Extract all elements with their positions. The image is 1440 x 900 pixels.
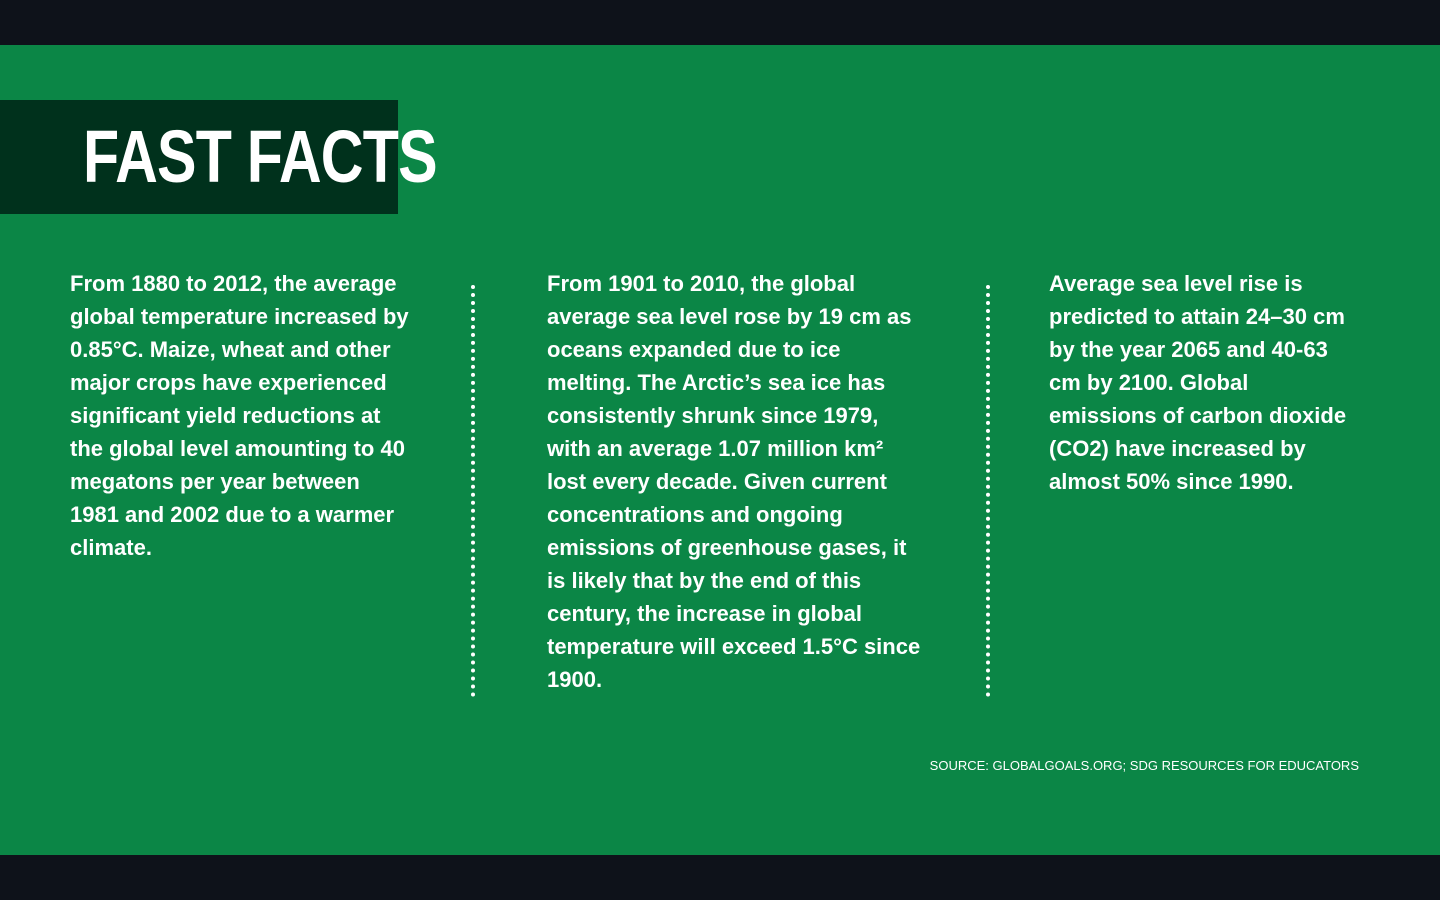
- source-note: SOURCE: GLOBALGOALS.ORG; SDG RESOURCES FOR EDUCATORS: [929, 758, 1359, 773]
- fact-column-emissions: Average sea level rise is predicted to attain 24–30 cm by the year 2065 and 40-63 cm by 2100. Global emissions of carbon dioxide (CO2) have increased by almost 50% since 1990.: [1049, 271, 1347, 494]
- dotted-divider-right: [986, 285, 990, 697]
- fact-column-temperature: From 1880 to 2012, the average global temperature increased by 0.85°C. Maize, wheat and other major crops have experienced significant yield reductions at the global level amounting to 40 megatons per year between 1981 and 2002 due to a warmer climate.: [70, 271, 409, 560]
- fast-facts-slide: [0, 45, 1440, 855]
- slide-title: FAST FACTS: [83, 115, 437, 198]
- letterbox-top: [0, 0, 1440, 45]
- dotted-divider-left: [471, 285, 475, 697]
- fact-column-sea-level: From 1901 to 2010, the global average sea level rose by 19 cm as oceans expanded due to ice melting. The Arctic’s sea ice has consistently shrunk since 1979, with an average 1.07 million km² lost every decade. Given current concentrations and ongoing emissions of greenhouse gases, it is likely that by the end of this century, the increase in global temperature will exceed 1.5°C since 1900.: [547, 271, 921, 692]
- letterbox-bottom: [0, 855, 1440, 900]
- title-band: [0, 100, 437, 214]
